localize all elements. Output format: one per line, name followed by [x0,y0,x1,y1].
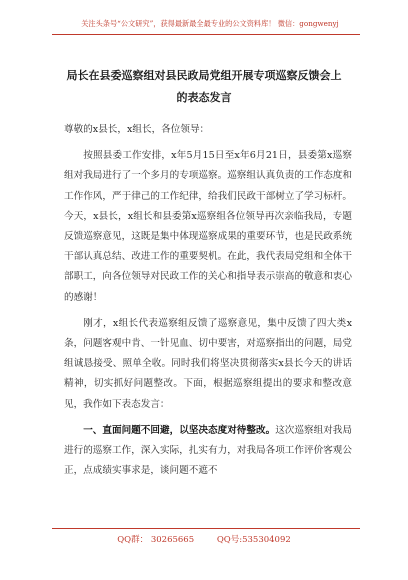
footer-qq-number: QQ号:535304092 [216,535,291,545]
paragraph-2: 刚才，x组长代表巡察组反馈了巡察意见，集中反馈了四大类x条，问题客观中肯、一针见血、切中要害，对巡察指出的问题，局党组诚恳接受、照单全收。同时我们将坚决贯彻落实x县长今天的讲话精神，切实抓好问题整改。下面，根据巡察组提出的要求和整改意见，我作如下表态发言： [64,317,352,410]
footer-divider [52,528,360,529]
document-title [60,65,348,109]
section-1 [64,421,352,482]
page-header-note: 关注头条号“公文研究”，获得最新最全最专业的公文资料库！ 微信：gongwenyj [81,19,339,28]
page-footer [0,533,408,545]
header-divider [52,34,360,35]
footer-qq-group: QQ群： 30265665 [117,535,195,545]
paragraph-1: 按照县委工作安排，x年5月15日至x年6月21日，县委第x巡察组对我局进行了一个多月的专项巡察。巡察组认真负责的工作态度和工作作风，严于律己的工作纪律，给我们民政干部树立了学习标杆。今天，x县长，x组长和县委第x巡察组各位领导再次亲临我局，专题反馈巡察意见，这既是集中体现巡察成果的重要环节，也是民政系统干部认真总结、改进工作的重要契机。在此，我代表局党组和全体干部职工，向各位领导对民政工作的关心和指导表示崇高的敬意和衷心的感谢！ [64,150,352,303]
section-1-heading: 一、直面问题不回避，以坚决态度对待整改。 [83,424,276,436]
document-title-line-1: 局长在县委巡察组对县民政局党组开展专项巡察反馈会上 [66,69,342,82]
section-1-text: 这次巡察组对我局进行的巡察工作，深入实际，扎实有力，对我局各项工作评价客观公正，点成绩实事求是，谈问题不遮不 [64,424,353,477]
document-title-line-2: 的表态发言 [176,91,232,104]
document-body [64,120,352,487]
salutation: 尊敬的x县长，x组长，各位领导： [64,124,210,135]
